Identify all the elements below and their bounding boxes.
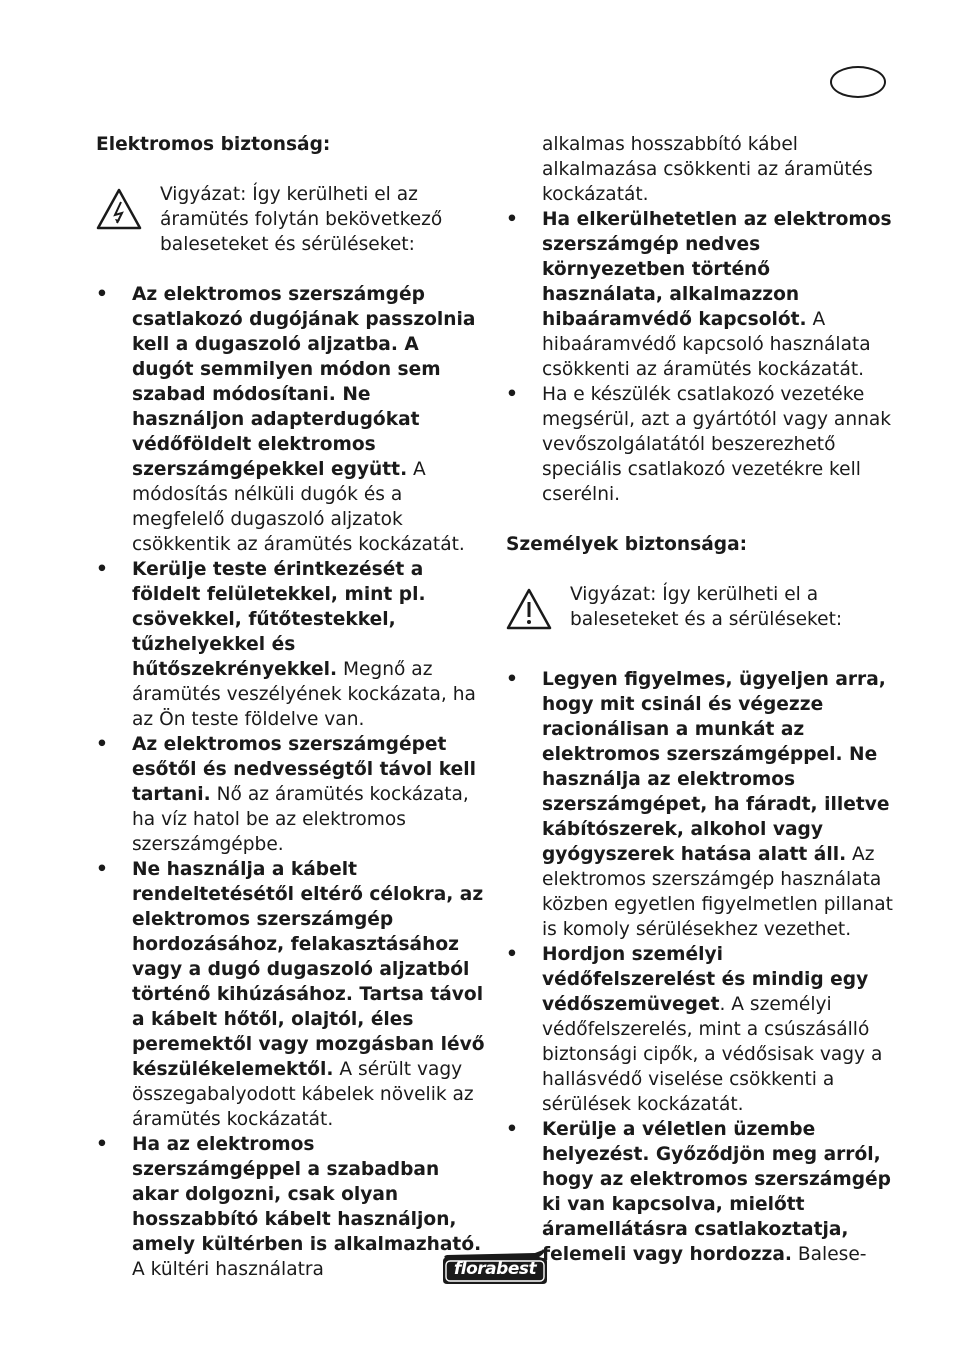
personal-warning-block [506, 582, 896, 642]
continuation-text: alkalmas hosszabbító kábel alkalmazása csökkenti az áramütés kockázatát. [542, 134, 873, 205]
section-heading-personal-safety: Személyek biztonsága: [506, 534, 748, 555]
list-item: • Az elektromos szerszámgépet esőtől és nedvességtől távol kell tartani. Nő az áramütés kockázata, ha víz hatol be az elektromos szerszámgépbe. [96, 732, 486, 857]
electrical-warning-text: Vigyázat: Így kerülheti el az áramütés folytán bekövetkező baleseteket és sérüléseket: [160, 184, 443, 255]
personal-warning-text: Vigyázat: Így kerülheti el a baleseteket és a sérüléseket: [570, 584, 843, 630]
list-item: • Ha e készülék csatlakozó vezetéke megsérül, azt a gyártótól vagy annak vevőszolgálatától beszerezhető speciális csatlakozó vezetékre kell cserélni. [506, 382, 896, 507]
electrical-warning-block [96, 182, 486, 257]
list-item: • Legyen figyelmes, ügyeljen arra, hogy mit csinál és végezze racionálisan a munkát az elektromos szerszámgéppel. Ne használja az elektromos szerszámgépet, ha fáradt, illetve kábítószerek, alkohol vagy gyógyszerek hatása alatt áll. Az elektromos szerszámgép használata közben egyetlen figyelmetlen pillanat is komoly sérülésekhez vezethet. [506, 667, 896, 942]
section-heading-electrical-safety: Elektromos biztonság: [96, 134, 331, 155]
lightning-warning-icon [96, 188, 142, 230]
list-item: • Az elektromos szerszámgép csatlakozó dugójának passzolnia kell a dugaszoló aljzatba. A dugót semmilyen módon sem szabad módosítani. Ne használjon adapterdugókat védőföldelt elektromos szerszámgépekkel együtt. A módosítás nélküli dugók és a megfelelő dugaszoló aljzatok csökkentik az áramütés kockázatát. [96, 282, 486, 557]
list-item: • Ne használja a kábelt rendeltetésétől eltérő célokra, az elektromos szerszámgép hordozásához, felakasztásához vagy a dugó dugaszoló aljzatból történő kihúzásához. Tartsa távol a kábelt hőtől, olajtól, éles peremektől vagy mozgásban lévő készülékelemektől. A sérült vagy összegabalyodott kábelek növelik az áramütés kockázatát. [96, 857, 486, 1132]
list-item: • Ha az elektromos szerszámgéppel a szabadban akar dolgozni, csak olyan hosszabbító kábelt használjon, amely kültérben is alkalmazható. A kültéri használatra [96, 1132, 486, 1282]
electrical-safety-list-continued [506, 132, 896, 507]
logo-text: florabest [453, 1259, 537, 1279]
list-item: • Kerülje teste érintkezését a földelt felületekkel, mint pl. csövekkel, fűtőtestekkel, tűzhelyekkel és hűtőszekrényekkel. Megnő az áramütés veszélyének kockázata, ha az Ön teste földelve van. [96, 557, 486, 732]
left-column [96, 132, 486, 1282]
right-column [506, 132, 896, 1267]
list-item: • Ha elkerülhetetlen az elektromos szerszámgép nedves környezetben történő használata, alkalmazzon hibaáramvédő kapcsolót. A hibaáramvédő kapcsoló használata csökkenti az áramütés kockázatát. [506, 207, 896, 382]
list-item: • Kerülje a véletlen üzembe helyezést. Győződjön meg arról, hogy az elektromos szerszámgép ki van kapcsolva, mielőtt áramellátásra csatlakoztatja, felemeli vagy hordozza. Balese- [506, 1117, 896, 1267]
electrical-safety-list [96, 282, 486, 1282]
list-item: • Hordjon személyi védőfelszerelést és mindig egy védőszemüveget. A személyi védőfelszerelés, mint a csúszásálló biztonsági cipők, a védősisak vagy a hallásvédő viselése csökkenti a sérülések kockázatát. [506, 942, 896, 1117]
exclamation-warning-icon [506, 588, 552, 630]
language-marker-oval [830, 66, 886, 98]
personal-safety-list [506, 667, 896, 1267]
